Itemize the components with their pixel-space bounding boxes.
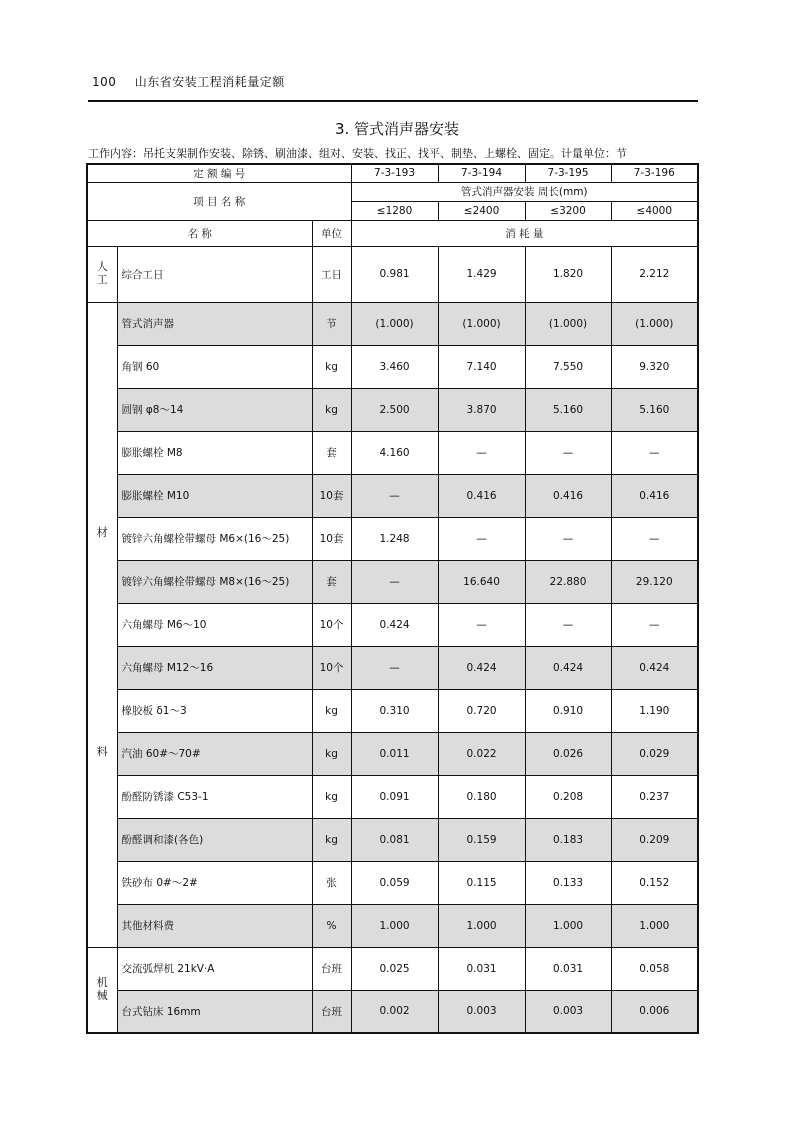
item-unit: kg: [312, 689, 351, 732]
item-name: 六角螺母 M6～10: [117, 603, 312, 646]
table-row: [87, 560, 698, 603]
item-name: 镀锌六角螺栓带螺母 M6×(16～25): [117, 517, 312, 560]
value-cell: —: [438, 603, 525, 646]
item-name: 橡胶板 δ1～3: [117, 689, 312, 732]
value-cell: 29.120: [611, 560, 698, 603]
item-name: 其他材料费: [117, 904, 312, 947]
category-machine: 机械: [87, 947, 117, 1033]
item-unit: 节: [312, 302, 351, 345]
item-name-label: 项 目 名 称: [87, 182, 351, 220]
value-cell: 3.870: [438, 388, 525, 431]
quota-code: 7-3-194: [438, 164, 525, 182]
quota-table: [86, 163, 699, 1034]
value-cell: 0.059: [351, 861, 438, 904]
value-cell: 0.981: [351, 246, 438, 302]
value-cell: 0.237: [611, 775, 698, 818]
item-unit: %: [312, 904, 351, 947]
value-cell: —: [611, 431, 698, 474]
header-rule: [88, 100, 698, 102]
table-row: [87, 775, 698, 818]
item-name: 管式消声器: [117, 302, 312, 345]
value-cell: 0.910: [525, 689, 611, 732]
item-unit: 张: [312, 861, 351, 904]
book-title: 山东省安装工程消耗量定额: [134, 75, 285, 89]
value-cell: 7.140: [438, 345, 525, 388]
value-cell: 0.416: [438, 474, 525, 517]
value-cell: 0.081: [351, 818, 438, 861]
item-name: 铁砂布 0#～2#: [117, 861, 312, 904]
item-unit: kg: [312, 775, 351, 818]
table-row: [87, 732, 698, 775]
item-name: 酚醛调和漆(各色): [117, 818, 312, 861]
page-header: [92, 73, 285, 90]
item-unit: kg: [312, 818, 351, 861]
quota-code: 7-3-196: [611, 164, 698, 182]
value-cell: 0.416: [611, 474, 698, 517]
value-cell: 0.011: [351, 732, 438, 775]
perimeter: ≤1280: [351, 201, 438, 220]
value-cell: 22.880: [525, 560, 611, 603]
item-name: 交流弧焊机 21kV·A: [117, 947, 312, 990]
value-cell: —: [438, 431, 525, 474]
value-cell: —: [351, 560, 438, 603]
item-unit: 10个: [312, 646, 351, 689]
quota-code: 7-3-195: [525, 164, 611, 182]
value-cell: 0.720: [438, 689, 525, 732]
category-material-bottom: 料: [96, 744, 108, 758]
table-row: [87, 603, 698, 646]
value-cell: 9.320: [611, 345, 698, 388]
group-label: 管式消声器安装 周长(mm): [351, 182, 698, 201]
value-cell: 4.160: [351, 431, 438, 474]
value-cell: 0.424: [525, 646, 611, 689]
item-unit: 套: [312, 431, 351, 474]
value-cell: 0.003: [525, 990, 611, 1033]
value-cell: 0.424: [611, 646, 698, 689]
value-cell: 2.500: [351, 388, 438, 431]
item-unit: kg: [312, 388, 351, 431]
value-cell: 0.424: [438, 646, 525, 689]
item-unit: 台班: [312, 990, 351, 1033]
value-cell: —: [438, 517, 525, 560]
value-cell: 0.152: [611, 861, 698, 904]
value-cell: 0.416: [525, 474, 611, 517]
group-row: [87, 182, 698, 201]
value-cell: (1.000): [438, 302, 525, 345]
value-cell: 0.133: [525, 861, 611, 904]
value-cell: —: [611, 603, 698, 646]
work-content: 工作内容：吊托支架制作安装、除锈、刷油漆、组对、安装、找正、找平、制垫、上螺栓、固定。计量单位：节: [88, 147, 627, 160]
value-cell: 1.190: [611, 689, 698, 732]
value-cell: 2.212: [611, 246, 698, 302]
column-header-row: [87, 220, 698, 246]
quota-code-row: [87, 164, 698, 182]
value-cell: 0.058: [611, 947, 698, 990]
table-row: [87, 646, 698, 689]
value-cell: —: [525, 603, 611, 646]
value-cell: 1.248: [351, 517, 438, 560]
item-name: 角钢 60: [117, 345, 312, 388]
item-name: 台式钻床 16mm: [117, 990, 312, 1033]
value-cell: 0.091: [351, 775, 438, 818]
value-cell: 0.003: [438, 990, 525, 1033]
table-row: [87, 990, 698, 1033]
item-name: 六角螺母 M12～16: [117, 646, 312, 689]
item-unit: 10个: [312, 603, 351, 646]
item-unit: kg: [312, 345, 351, 388]
value-cell: —: [611, 517, 698, 560]
category-material: [87, 302, 117, 947]
quota-code: 7-3-193: [351, 164, 438, 182]
value-cell: —: [351, 474, 438, 517]
table-row: [87, 861, 698, 904]
value-cell: (1.000): [351, 302, 438, 345]
table-row: [87, 431, 698, 474]
value-cell: 5.160: [611, 388, 698, 431]
item-unit: 10套: [312, 517, 351, 560]
table-row: [87, 302, 698, 345]
item-name: 镀锌六角螺栓带螺母 M8×(16～25): [117, 560, 312, 603]
item-unit: 台班: [312, 947, 351, 990]
quota-no-label: 定 额 编 号: [87, 164, 351, 182]
value-cell: 0.031: [438, 947, 525, 990]
value-cell: 16.640: [438, 560, 525, 603]
table-row: [87, 818, 698, 861]
col-name-header: 名 称: [87, 220, 312, 246]
value-cell: 0.424: [351, 603, 438, 646]
value-cell: 0.180: [438, 775, 525, 818]
value-cell: 0.209: [611, 818, 698, 861]
value-cell: 1.000: [525, 904, 611, 947]
value-cell: 0.002: [351, 990, 438, 1033]
table-row: [87, 947, 698, 990]
value-cell: 7.550: [525, 345, 611, 388]
value-cell: 0.208: [525, 775, 611, 818]
value-cell: 1.429: [438, 246, 525, 302]
value-cell: 1.820: [525, 246, 611, 302]
page-number: 100: [92, 75, 117, 89]
item-name: 综合工日: [117, 246, 312, 302]
table-row: [87, 517, 698, 560]
value-cell: 0.022: [438, 732, 525, 775]
value-cell: 0.006: [611, 990, 698, 1033]
value-cell: 1.000: [611, 904, 698, 947]
col-unit-header: 单位: [312, 220, 351, 246]
value-cell: 0.029: [611, 732, 698, 775]
item-name: 酚醛防锈漆 C53-1: [117, 775, 312, 818]
perimeter: ≤3200: [525, 201, 611, 220]
category-labor: 人工: [87, 246, 117, 302]
value-cell: (1.000): [525, 302, 611, 345]
item-unit: kg: [312, 732, 351, 775]
value-cell: (1.000): [611, 302, 698, 345]
col-consumption-header: 消 耗 量: [351, 220, 698, 246]
item-unit: 套: [312, 560, 351, 603]
value-cell: —: [525, 431, 611, 474]
value-cell: —: [351, 646, 438, 689]
perimeter: ≤4000: [611, 201, 698, 220]
value-cell: 0.031: [525, 947, 611, 990]
category-material-top: 材: [96, 526, 108, 540]
value-cell: 3.460: [351, 345, 438, 388]
table-row: [87, 474, 698, 517]
perimeter: ≤2400: [438, 201, 525, 220]
value-cell: 0.183: [525, 818, 611, 861]
item-unit: 10套: [312, 474, 351, 517]
table-row: [87, 388, 698, 431]
table-row: [87, 246, 698, 302]
value-cell: 0.310: [351, 689, 438, 732]
item-name: 膨胀螺栓 M8: [117, 431, 312, 474]
value-cell: 1.000: [438, 904, 525, 947]
value-cell: 5.160: [525, 388, 611, 431]
table-row: [87, 904, 698, 947]
item-name: 汽油 60#～70#: [117, 732, 312, 775]
value-cell: 0.115: [438, 861, 525, 904]
value-cell: 0.026: [525, 732, 611, 775]
value-cell: —: [525, 517, 611, 560]
section-title: 3. 管式消声器安装: [334, 120, 460, 138]
item-unit: 工日: [312, 246, 351, 302]
value-cell: 0.159: [438, 818, 525, 861]
value-cell: 0.025: [351, 947, 438, 990]
table-row: [87, 345, 698, 388]
value-cell: 1.000: [351, 904, 438, 947]
item-name: 圆钢 φ8～14: [117, 388, 312, 431]
table-row: [87, 689, 698, 732]
item-name: 膨胀螺栓 M10: [117, 474, 312, 517]
